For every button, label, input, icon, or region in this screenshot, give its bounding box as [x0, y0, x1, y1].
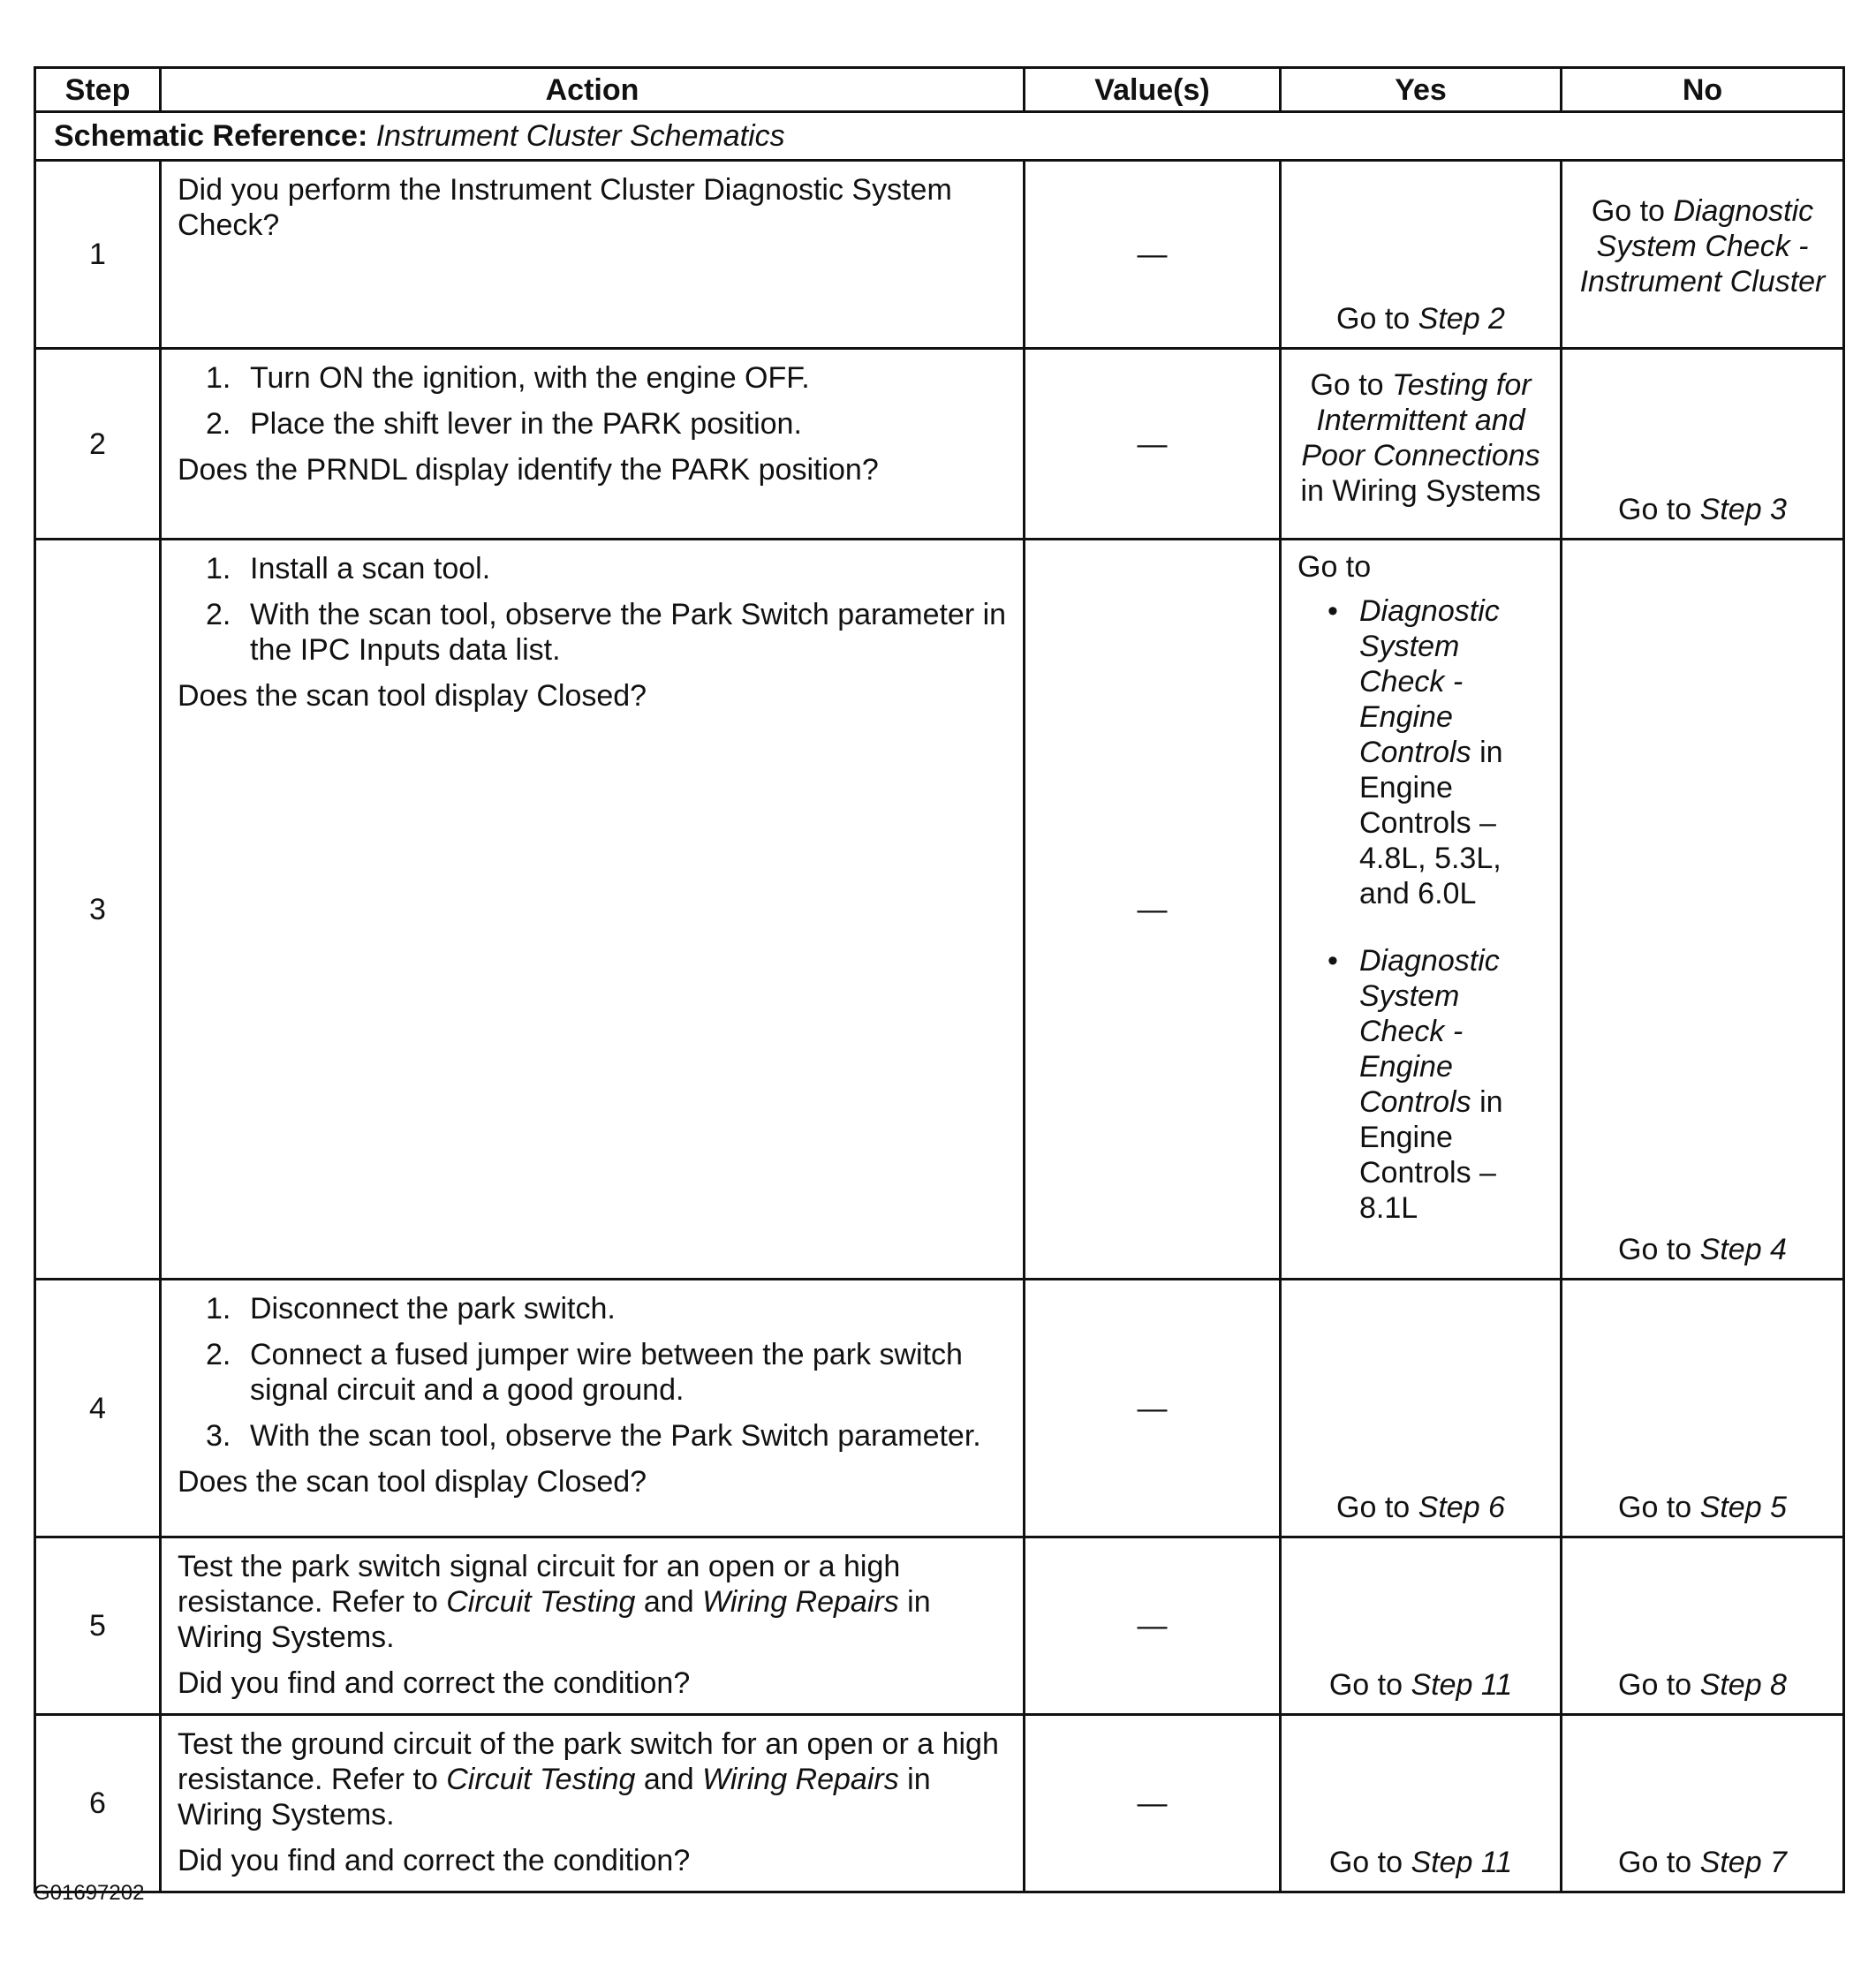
schematic-reference	[35, 112, 1844, 161]
instruction-text: in Wiring Systems.	[178, 1585, 931, 1654]
yes-link[interactable]: Step 11	[1411, 1846, 1513, 1879]
action-steps	[178, 551, 1007, 668]
value-cell: —	[1025, 161, 1281, 349]
no-prefix: Go to	[1618, 1668, 1692, 1702]
action-step-item	[178, 1291, 1007, 1326]
action-cell	[161, 1537, 1025, 1715]
action-cell	[161, 1715, 1025, 1892]
yes-prefix: Go to	[1336, 302, 1411, 336]
yes-link[interactable]: Diagnostic System Check - Engine Controls	[1359, 594, 1500, 769]
yes-cell	[1281, 1537, 1562, 1715]
value-cell: —	[1025, 540, 1281, 1280]
instruction-text: and	[643, 1763, 694, 1796]
no-link[interactable]: Step 5	[1699, 1491, 1787, 1524]
yes-option	[1297, 943, 1547, 1226]
yes-options	[1297, 593, 1547, 1226]
step-number: 1	[35, 161, 161, 349]
circuit-testing-link[interactable]: Circuit Testing	[446, 1763, 636, 1796]
no-prefix: Go to	[1618, 1846, 1692, 1879]
no-cell	[1562, 349, 1844, 540]
step-item-number: 2.	[206, 1338, 231, 1371]
yes-link[interactable]: Step 6	[1418, 1491, 1505, 1524]
table-row	[35, 1715, 1844, 1892]
no-link[interactable]: Step 3	[1699, 493, 1787, 526]
table-row	[35, 540, 1844, 1280]
table-row	[35, 349, 1844, 540]
header-no: No	[1562, 68, 1844, 112]
action-question: Did you find and correct the condition?	[178, 1844, 691, 1877]
action-question: Does the scan tool display Closed?	[178, 679, 647, 713]
yes-prefix: Go to	[1336, 1491, 1411, 1524]
table-row	[35, 1537, 1844, 1715]
no-cell	[1562, 1537, 1844, 1715]
no-prefix: Go to	[1591, 194, 1665, 228]
yes-option-rest: in Engine Controls – 4.8L, 5.3L, and 6.0L	[1359, 736, 1503, 910]
no-cell	[1562, 1280, 1844, 1537]
step-number: 5	[35, 1537, 161, 1715]
yes-prefix: Go to	[1328, 1846, 1403, 1879]
yes-prefix: Go to	[1297, 550, 1372, 584]
step-item-text: Disconnect the park switch.	[250, 1292, 616, 1326]
yes-prefix: Go to	[1328, 1668, 1403, 1702]
yes-option-rest: in Engine Controls – 8.1L	[1359, 1085, 1503, 1225]
yes-option	[1297, 593, 1547, 911]
step-number: 2	[35, 349, 161, 540]
step-item-number: 3.	[206, 1419, 231, 1453]
yes-link[interactable]: Testing for Intermittent and Poor Connections	[1301, 368, 1540, 472]
no-prefix: Go to	[1618, 1233, 1692, 1266]
schematic-reference-link[interactable]: Instrument Cluster Schematics	[375, 119, 785, 153]
action-cell	[161, 349, 1025, 540]
value-cell: —	[1025, 1715, 1281, 1892]
step-number: 6	[35, 1715, 161, 1892]
action-cell	[161, 1280, 1025, 1537]
action-steps	[178, 360, 1007, 442]
step-item-number: 1.	[206, 1292, 231, 1326]
no-prefix: Go to	[1618, 493, 1692, 526]
instruction-text: Test the ground circuit of the park switch for an open or a high resistance. Refer to	[178, 1727, 999, 1796]
bullet-icon: •	[1328, 944, 1338, 978]
yes-prefix: Go to	[1310, 368, 1384, 402]
header-yes: Yes	[1281, 68, 1562, 112]
bullet-icon: •	[1328, 594, 1338, 628]
action-step-item	[178, 597, 1007, 668]
table-row	[35, 1280, 1844, 1537]
no-cell	[1562, 161, 1844, 349]
circuit-testing-link[interactable]: Circuit Testing	[446, 1585, 636, 1619]
yes-cell	[1281, 349, 1562, 540]
yes-link[interactable]: Step 11	[1411, 1668, 1513, 1702]
step-item-number: 1.	[206, 552, 231, 585]
yes-link[interactable]: Diagnostic System Check - Engine Controls	[1359, 944, 1500, 1119]
step-item-text: Connect a fused jumper wire between the park switch signal circuit and a good ground.	[250, 1338, 963, 1407]
step-item-number: 1.	[206, 361, 231, 395]
step-number: 4	[35, 1280, 161, 1537]
yes-cell	[1281, 161, 1562, 349]
no-link[interactable]: Step 4	[1699, 1233, 1787, 1266]
step-item-number: 2.	[206, 598, 231, 631]
header-action: Action	[161, 68, 1025, 112]
instruction-text: in Wiring Systems.	[178, 1763, 931, 1832]
value-cell: —	[1025, 1537, 1281, 1715]
action-step-item	[178, 1337, 1007, 1408]
no-link[interactable]: Diagnostic System Check - Instrument Cluster	[1579, 194, 1826, 298]
action-step-item	[178, 406, 1007, 442]
no-cell	[1562, 1715, 1844, 1892]
action-step-item	[178, 551, 1007, 586]
yes-suffix: in Wiring Systems	[1300, 474, 1541, 508]
action-instruction	[178, 1726, 1007, 1832]
no-link[interactable]: Step 7	[1699, 1846, 1787, 1879]
no-prefix: Go to	[1618, 1491, 1692, 1524]
action-question: Did you find and correct the condition?	[178, 1666, 691, 1700]
yes-cell	[1281, 1280, 1562, 1537]
diagnostic-table	[34, 66, 1845, 1893]
yes-cell	[1281, 540, 1562, 1280]
table-row	[35, 161, 1844, 349]
yes-link[interactable]: Step 2	[1418, 302, 1505, 336]
header-row	[35, 68, 1844, 112]
step-item-text: Place the shift lever in the PARK position.	[250, 407, 802, 441]
action-cell	[161, 161, 1025, 349]
schematic-reference-row	[35, 112, 1844, 161]
action-step-item	[178, 1418, 1007, 1454]
step-item-text: With the scan tool, observe the Park Switch parameter.	[250, 1419, 981, 1453]
value-cell: —	[1025, 349, 1281, 540]
action-instruction	[178, 1549, 1007, 1655]
no-link[interactable]: Step 8	[1699, 1668, 1787, 1702]
step-item-text: With the scan tool, observe the Park Switch parameter in the IPC Inputs data list.	[250, 598, 1007, 667]
yes-cell	[1281, 1715, 1562, 1892]
header-step: Step	[35, 68, 161, 112]
value-cell: —	[1025, 1280, 1281, 1537]
instruction-text: Test the park switch signal circuit for an open or a high resistance. Refer to	[178, 1550, 901, 1619]
action-question: Did you perform the Instrument Cluster Diagnostic System Check?	[178, 173, 952, 242]
action-steps	[178, 1291, 1007, 1454]
figure-id: G01697202	[34, 1881, 145, 1905]
step-item-number: 2.	[206, 407, 231, 441]
step-item-text: Install a scan tool.	[250, 552, 491, 585]
wiring-repairs-link[interactable]: Wiring Repairs	[702, 1585, 899, 1619]
action-step-item	[178, 360, 1007, 396]
step-number: 3	[35, 540, 161, 1280]
action-cell	[161, 540, 1025, 1280]
wiring-repairs-link[interactable]: Wiring Repairs	[702, 1763, 899, 1796]
instruction-text: and	[643, 1585, 694, 1619]
action-question: Does the scan tool display Closed?	[178, 1465, 647, 1499]
header-values: Value(s)	[1025, 68, 1281, 112]
schematic-reference-label: Schematic Reference:	[54, 119, 368, 153]
step-item-text: Turn ON the ignition, with the engine OFF.	[250, 361, 810, 395]
action-question: Does the PRNDL display identify the PARK position?	[178, 453, 879, 487]
no-cell	[1562, 540, 1844, 1280]
